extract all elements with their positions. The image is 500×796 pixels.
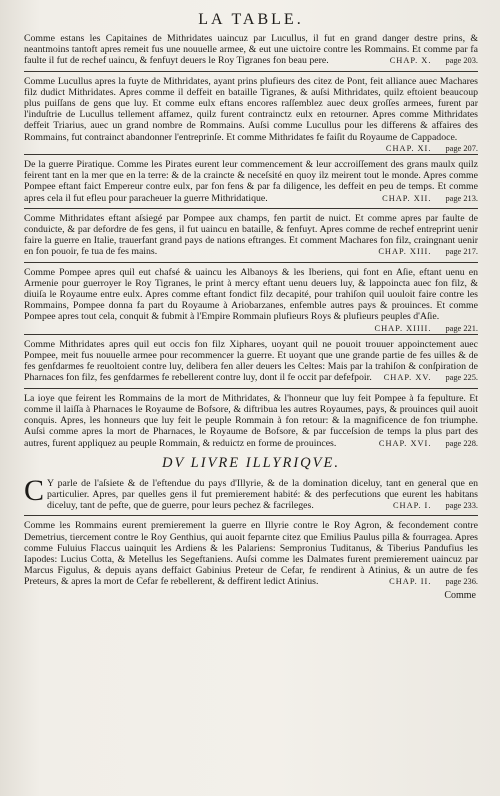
- divider: [24, 334, 478, 335]
- table-entry: C Y parle de l'aſsiete & de l'eftendue du pays d'Illyrie, & de la domination diceluy, tant en general que en particulier. Apres, par quelles gens il fut premierement habité: & des perfecutions que eurent les habitans diceluy, tant de pefte, que de guerre, pour leurs pechez & facrileges. CHAP. I. page 233.: [24, 473, 478, 512]
- divider: [24, 388, 478, 389]
- divider: [24, 71, 478, 72]
- divider: [24, 154, 478, 155]
- drop-cap: C: [24, 473, 45, 507]
- divider: [24, 515, 478, 516]
- section-title: DV LIVRE ILLYRIQVE.: [161, 454, 340, 471]
- entries-part1: [24, 33, 478, 449]
- chapter-ref: CHAP. XIIII. page 221.: [374, 323, 478, 333]
- divider: [24, 262, 478, 263]
- page-header: LA TABLE.: [198, 11, 304, 28]
- entries-part2: [24, 473, 478, 588]
- chapter-ref: CHAP. XI. page 207.: [385, 143, 478, 153]
- table-entry: Comme Lucullus apres la fuyte de Mithridates, ayant prins plufieurs des citez de Pont, feit alliance auec Machares filz dudict Mithridates. Apres comme il deffeit en bataille Tigranes, & auſsi Mithridates, quilz eftoient beaucoup plus puiſſans de gens que luy. Et comme eulx eftans encores raſſemblez auec deux groſſes armees, furent par l'induſtrie de Lucullus tellement affamez, quilz furent contrainctz eulx en retourner. Apres comme Mithridates deffeit Triarius, auec un grand nombre de Rommains. Auſsi comme Lucullus pour les differens & affaires des Rommains, fut contrainct abandonner l'entreprinſe. Et comme Mithridates fe faiſit du Royaume de Cappadoce. CHAP. XI. page 207.: [24, 75, 478, 153]
- chapter-ref: CHAP. XV. page 225.: [383, 373, 478, 383]
- chapter-ref: CHAP. XVI. page 228.: [378, 438, 478, 448]
- chapter-ref: CHAP. XIII. page 217.: [378, 247, 478, 257]
- table-entry: Comme Mithridates apres quil eut occis fon filz Xiphares, uoyant quil ne pouoit trouuer appoinctement auec Pompee, meit fus nouuelle armee pour recommencer la guerre. Et uoyant que une grande partie de fes uilles & de fes genfdarmes fe reuoltoient contre luy, delibera fen aller deuers les Celtes: Mais par la trahiſon & conſpiration de Pharnaces fon filz, fes genfdarmes fe rebellerent contre luy, dont il fe occit par defefpoir. CHAP. XV. page 225.: [24, 338, 478, 384]
- table-entry: Comme Mithridates eftant aſsiegé par Pompee aux champs, fen partit de nuict. Et comme apres par faulte de conduicte, & par defordre de fes gens, il fut uaincu en bataille, & fenfuyt. Apres comme de rechef entreprint uenir faire la guerre en Italie, trauerfant grand pays de nations eftranges. Et comment Machares fon filz, craingnant uenir en fon pouoir, fe tua de fes mains. CHAP. XIII. page 217.: [24, 212, 478, 258]
- chapter-ref: CHAP. X. page 203.: [389, 56, 478, 66]
- table-entry: Comme Pompee apres quil eut chafsé & uaincu les Albanoys & les Iberiens, qui font en Aſie, eftant uenu en Armenie pour guerroyer le Roy Tigranes, le print à mercy eftant uenu deuers luy, & lappoincta auec fon filz, & diuiſa le Royaume entre eulx. Apres comme eftant fondict filz decapité, pour trahiſon quil uouloit faire contre les Rommains, Pompee donna fa part du Royaume à Ariobarzanes, enfemble autres pays & prouinces. Et comme Pompee apres tout cela, conquit & fubmit à l'Empire Rommain plufieurs Roys & plufieurs peuples d'Aſie. CHAP. XIIII. page 221.: [24, 266, 478, 333]
- table-entry: De la guerre Piratique. Comme les Pirates eurent leur commencement & leur accroiſſement des grans maulx quilz feirent tant en la mer que en la terre: & de la craincte & neceſsité en quoy ilz meirent tout le monde. Apres comme Pompee eftant faict Empereur contre eulx, par fon fens & par fa diligence, les deffeit en peu de temps. Et comme apres cela il fut efleu pour paracheuer la guerre Mithridatique. CHAP. XII. page 213.: [24, 159, 478, 204]
- chapter-ref: CHAP. I. page 233.: [392, 501, 478, 511]
- table-entry: Comme estans les Capitaines de Mithridates uaincuz par Lucullus, il fut en grand danger destre prins, & neantmoins tantoft apres remeit fus une nouuelle armee, & eut une uictoire contre les Rommains. Et comme par fa faulte il fut de rechef uaincu, & fenfuyt deuers le Roy Tigranes fon beau pere. CHAP. X. page 203.: [24, 33, 478, 67]
- chapter-ref: CHAP. II. page 236.: [389, 577, 478, 587]
- table-entry: Comme les Rommains eurent premierement la guerre en Illyrie contre le Roy Agron, & fecondement contre Demetrius, tiercement contre le Roy Genthius, qui auoit feparnte citez que Emilius Paulus pilla & fourragea. Apres comme Fuluius Flaccus uainquit les Ardiens & les Palariens: Sempronius Tuditanus, & Tiberius Pandufius les Iapodes: Lucius Cotta, & Metellus les Segeftaniens. Auſsi comme les Dalmates furent premierement uaincuz par Marcus Figulus, & depuis ayans deffaict Gabinius Preteur de Cefar, fe rendirent à Atinius, & un autre de fes Preteurs, & apres la mort de Cefar fe rebellerent, & deffirent ledict Atinius. CHAP. II. page 236.: [24, 520, 478, 588]
- table-entry: La ioye que feirent les Rommains de la mort de Mithridates, & l'honneur que luy feit Pompee à fa fepulture. Et comme il laiſſa à Pharnaces le Royaume de Bofsore, & diftribua les autres Royaumes, pays, & prouinces quil auoit conquis. Apres, les honneurs que luy feit le peuple Rommain à fon retour: & la magnificence de fon triumphe. Auſsi comme apres la mort de Pharnaces, le Royaume de Bofsore, & par fucceſsion de temps la plus part des autres, furent appliquez au peuple Rommain, & reduictz en forme de prouinces. CHAP. XVI. page 228.: [24, 392, 478, 449]
- chapter-ref: CHAP. XII. page 213.: [382, 193, 478, 203]
- divider: [24, 208, 478, 209]
- catchword: Comme: [444, 589, 476, 601]
